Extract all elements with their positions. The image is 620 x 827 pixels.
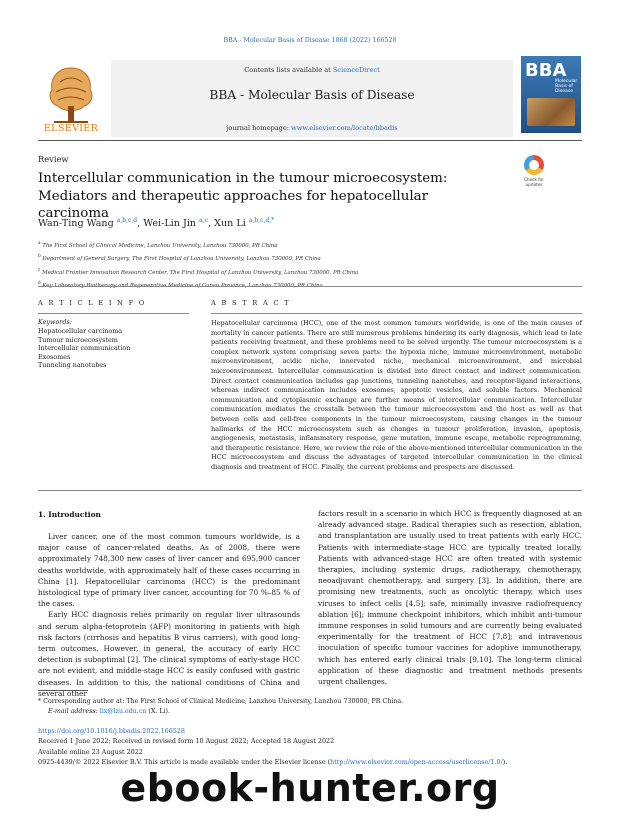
elsevier-wordmark: ELSEVIER <box>43 123 99 134</box>
author-name[interactable]: Wei-Lin Jin <box>143 218 197 230</box>
author-name[interactable]: Wan-Ting Wang <box>38 218 114 230</box>
email-link[interactable]: lix@lzu.edu.cn <box>99 708 147 715</box>
available-online: Available online 23 August 2022 <box>38 747 143 756</box>
keyword-item: Intercellular communication <box>38 344 131 353</box>
author-name[interactable]: Xun Li <box>214 218 246 230</box>
abstract-heading: A B S T R A C T <box>211 299 291 307</box>
article-info-divider <box>38 313 189 314</box>
author-affiliation-marks[interactable]: a,b,c,d <box>116 217 138 224</box>
journal-citation-link[interactable]: BBA - Molecular Basis of Disease 1868 (2022) 166528 <box>223 37 397 44</box>
journal-homepage-link[interactable]: www.elsevier.com/locate/bbadis <box>291 124 398 132</box>
affiliation-item: $^b$ Department of General Surgery, The First Hospital of Lanzhou University, Lanzhou 730000, PR China <box>38 253 321 263</box>
author-affiliation-marks[interactable]: a,b,c,d,* <box>248 217 275 224</box>
introduction-left-column <box>38 531 300 699</box>
cover-picture <box>527 98 575 126</box>
footnote-email: E-mail address: lix@lzu.edu.cn (X. Li). <box>48 708 171 715</box>
paragraph: Early HCC diagnosis relies primarily on regular liver ultrasounds and serum alpha-fetoprotein (AFP) monitoring in patients with high risk factors (cirrhosis and hepatitis B virus carriers), with good long- term outcomes. However, in general, the accuracy of early HCC detection is suboptimal [2]. The clinical symptoms of early-stage HCC are not evident, and middle-stage HCC is easily confused with gastric diseases. In addition to this, the national conditions of China and several other <box>38 610 300 698</box>
cover-subtitle: Molecular Basis of Disease <box>555 79 578 95</box>
affiliation-item: $^c$ Medical Frontier Innovation Research Center, The First Hospital of Lanzhou University, Lanzhou 730000, PR China <box>38 266 359 276</box>
footnote-divider <box>38 690 88 691</box>
introduction-heading: 1. Introduction <box>38 510 101 519</box>
corresponding-author-footnote <box>38 697 403 717</box>
paragraph: factors result in a scenario in which HCC is frequently diagnosed at an already advanced stage. Radical therapies such as resection, ablation, and transplantation are usually used to treat patients with early HCC. Patients with intermediate-stage HCC are typically treated locally. Patients with advanced-stage HCC are often treated with systemic therapies, including systemic drugs, radiotherapy, chemotherapy, neoadjuvant chemotherapy, and surgery [3]. In addition, there are promising new treatments, such as oncolytic therapy, which uses viruses to infect cells [4,5]; safe, minimally invasive radiofrequency ablation [6]; immune checkpoint inhibitors, which inhibit anti-tumour immune responses in solid tumours and are currently being evaluated experimentally for the treatment of HCC [7,8]; and intravenous inoculation of specific tumour vaccines for adoptive immunotherapy, which has entered early clinical trials [9,10]. The long-term clinical application of these diagnostic and treatment methods presents urgent challenges. <box>318 509 582 687</box>
check-updates-label: Check for updates <box>524 177 544 187</box>
keyword-item: Tumour microecosystem <box>38 335 118 344</box>
received-dates: Received 1 June 2022; Received in revised form 10 August 2022; Accepted 18 August 2022 <box>38 737 335 746</box>
abstract-divider <box>211 313 582 314</box>
keyword-item: Exosomes <box>38 352 71 361</box>
keyword-item: Tunneling nanotubes <box>38 361 107 370</box>
introduction-right-column <box>318 508 582 687</box>
doi-link[interactable]: https://doi.org/10.1016/j.bbadis.2022.166528 <box>38 727 185 735</box>
header-divider <box>38 140 582 141</box>
affiliation-divider <box>38 286 582 287</box>
check-updates-icon <box>524 155 544 175</box>
check-for-updates-button[interactable] <box>520 155 548 187</box>
keyword-list <box>38 327 130 370</box>
cover-title: BBA <box>525 60 567 81</box>
footnote-line: * Corresponding author at: The First School of Clinical Medicine, Lanzhou University, Lanzhou 730000, PR China. <box>38 698 404 705</box>
contents-available: Contents lists available at ScienceDirect <box>244 66 380 74</box>
license-link[interactable]: http://www.elsevier.com/open-access/userlicense/1.0/ <box>330 758 503 767</box>
author-list: Wan-Ting Wang $^{a,b,c,d}$, Wei-Lin Jin $^{a,c}$, Xun Li $^{a,b,c,d,*}$ <box>38 217 275 230</box>
affiliation-item: $^a$ The First School of Clinical Medicine, Lanzhou University, Lanzhou 730000, PR China <box>38 240 278 249</box>
abstract-text: Hepatocellular carcinoma (HCC), one of the most common tumours worldwide, is one of the main causes of mortality in cancer patients. There are still numerous problems hindering its early diagnosis, which lead to late patients receiving treatment, and these problems need to be solved urgently. The tumour microecosystem is a complex network system comprising seven parts: the hypoxia niche, immune microenvironment, metabolic microenvironment, acidic niche, innervated niche, mechanical microenvironment, and microbial microenvironment. Intercellular communication is divided into direct contact and indirect communication. Direct contact communication includes gap junctions, tunneling nanotubes, and receptor-ligand interactions, whereas indirect communication includes exosomes, apoptotic vesicles, and soluble factors. Mechanical communication and cytoplasmic exchange are further means of intercellular communication. Intercellular communication mediates the crosstalk between the tumour microecosystem and the host as well as that between cells and cell-free components in the tumour microecosystem, causing changes in the tumour hallmarks of the HCC microecosystem such as changes in tumour proliferation, invasion, apoptosis, angiogenesis, metastasis, inflammatory response, gene mutation, immune escape, metabolic reprogramming, and therapeutic resistance. Here, we review the role of the above-mentioned intercellular communication in the HCC microecosystem and discuss the advantages of targeted intercellular communication in the clinical diagnosis and treatment of HCC. Finally, the current problems and prospects are discussed. <box>211 319 582 471</box>
paragraph: Liver cancer, one of the most common tumours worldwide, is a major cause of cancer-related deaths. As of 2008, there were approximately 748,300 new cases of liver cancer and 695,900 cancer deaths worldwide, with approximately half of these cases occurring in China [1]. Hepatocellular carcinoma (HCC) is the predominant histological type of primary liver cancer, accounting for 70 %–85 % of the cases. <box>38 532 300 609</box>
affiliation-item: $^d$ Key Laboratory Biotherapy and Regenerative Medicine of Gansu Province, Lanzhou 730000, PR China <box>38 279 323 289</box>
affiliation-list <box>38 238 358 291</box>
article-info-heading: A R T I C L E I N F O <box>38 299 147 307</box>
article-title: Intercellular communication in the tumour microecosystem: Mediators and therapeutic approaches for hepatocellular carcinoma <box>38 171 448 221</box>
license-line: 0925-4439/© 2022 Elsevier B.V. This article is made available under the Elsevier license (http://www.elsevier.com/open-access/userlicense/1.0/). <box>38 758 508 767</box>
article-type: Review <box>38 154 69 164</box>
sciencedirect-link[interactable]: ScienceDirect <box>332 66 380 74</box>
journal-title: BBA - Molecular Basis of Disease <box>209 88 415 102</box>
journal-cover-image <box>521 56 581 133</box>
article-metadata <box>38 726 507 768</box>
author-affiliation-marks[interactable]: a,c <box>199 217 208 224</box>
keyword-item: Hepatocellular carcinoma <box>38 327 123 335</box>
watermark-text: ebook-hunter.org <box>120 766 500 810</box>
keywords-label: Keywords: <box>38 318 72 326</box>
journal-homepage: journal homepage: www.elsevier.com/locate/bbadis <box>226 124 398 132</box>
abstract-bottom-divider <box>38 490 582 491</box>
